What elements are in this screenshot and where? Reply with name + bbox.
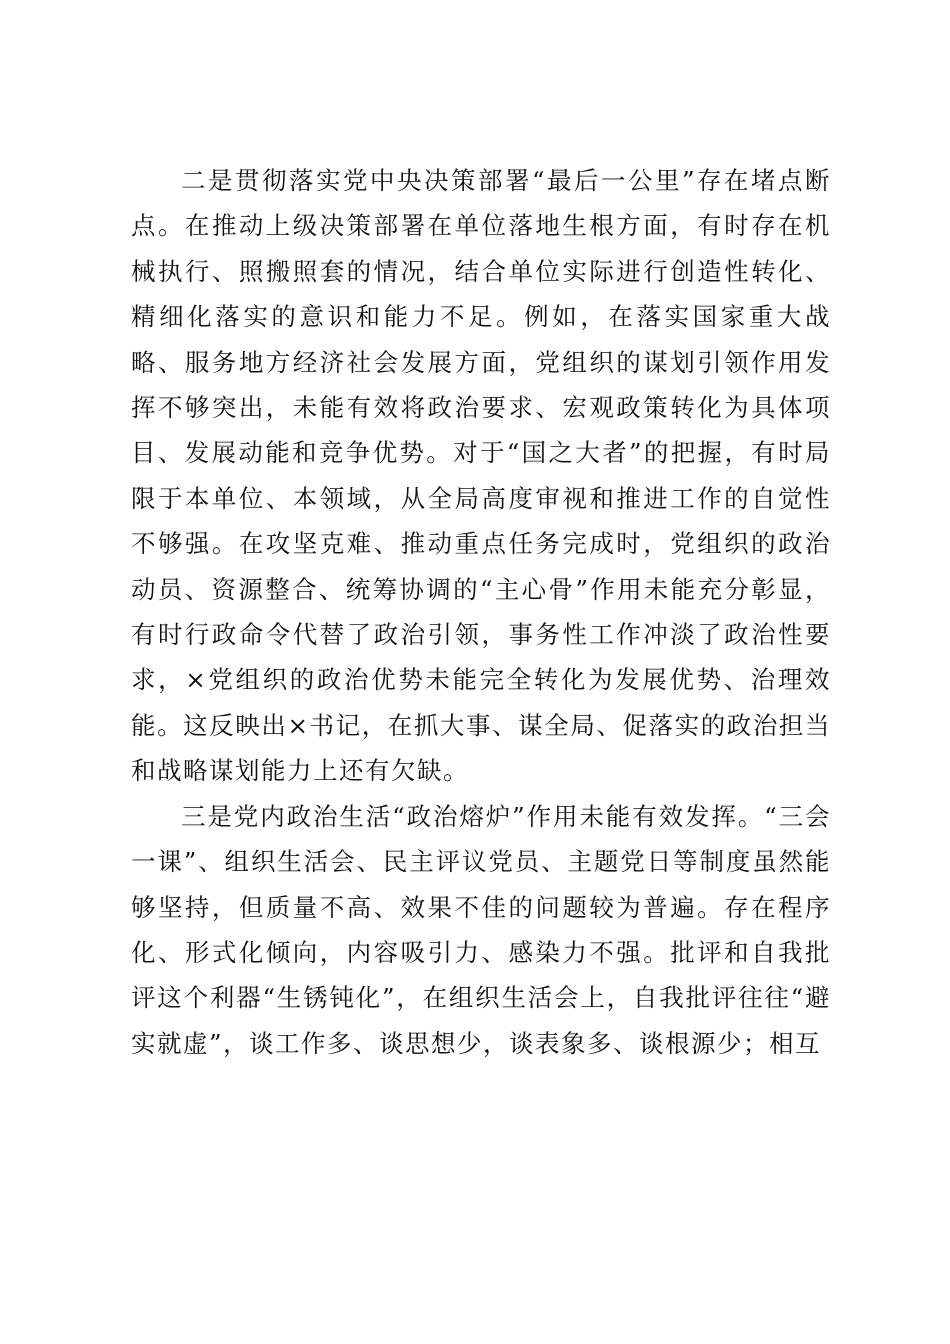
document-body [131, 158, 831, 1066]
paragraph-three: 三是党内政治生活“政治熔炉”作用未能有效发挥。“三会一课”、组织生活会、民主评议党员、主题党日等制度虽然能够坚持，但质量不高、效果不佳的问题较为普遍。存在程序化、形式化倾向，内容吸引力、感染力不强。批评和自我批评这个利器“生锈钝化”，在组织生活会上，自我批评往往“避实就虚”，谈工作多、谈思想少，谈表象多、谈根源少；相互 [131, 801, 831, 1058]
paragraph-two: 二是贯彻落实党中央决策部署“最后一公里”存在堵点断点。在推动上级决策部署在单位落地生根方面，有时存在机械执行、照搬照套的情况，结合单位实际进行创造性转化、精细化落实的意识和能力不足。例如，在落实国家重大战略、服务地方经济社会发展方面，党组织的谋划引领作用发挥不够突出，未能有效将政治要求、宏观政策转化为具体项目、发展动能和竞争优势。对于“国之大者”的把握，有时局限于本单位、本领域，从全局高度审视和推进工作的自觉性不够强。在攻坚克难、推动重点任务完成时，党组织的政治动员、资源整合、统筹协调的“主心骨”作用未能充分彰显，有时行政命令代替了政治引领，事务性工作冲淡了政治性要求，×党组织的政治优势未能完全转化为发展优势、治理效能。这反映出×书记，在抓大事、谋全局、促落实的政治担当和战略谋划能力上还有欠缺。 [131, 166, 831, 786]
